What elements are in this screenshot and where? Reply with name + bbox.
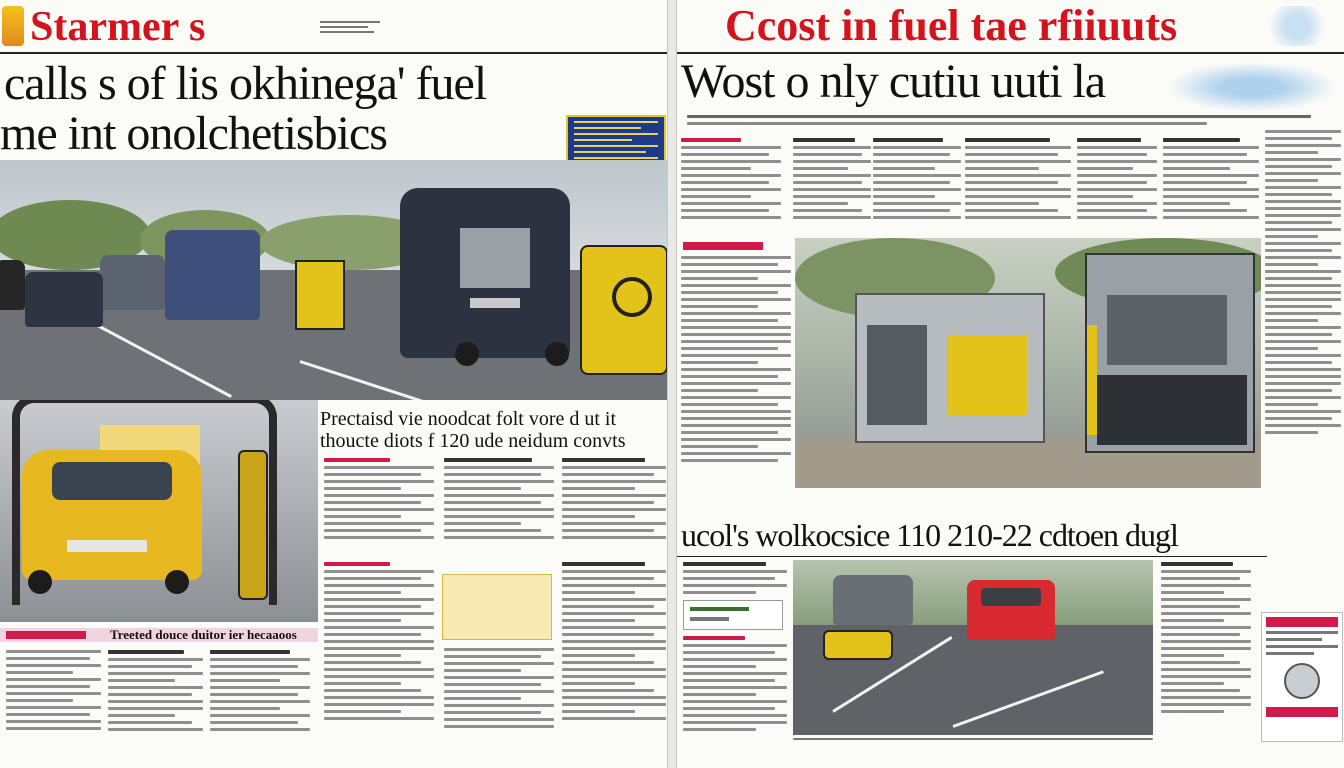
parked-car-icon: [833, 575, 913, 625]
text-column-5: [444, 648, 554, 748]
main-fuel-station-photo: [0, 160, 668, 400]
car-black-icon: [0, 260, 25, 310]
left-headline-line1: calls s of lis okhinega' fuel: [4, 57, 487, 110]
red-car-icon: [967, 580, 1055, 640]
car-dark-icon: [25, 272, 103, 327]
right-text-col-5: [1077, 138, 1157, 238]
yellow-taxi-icon: [22, 450, 202, 580]
left-subhead-line1: Prectaisd vie noodcat folt vore d ut it: [320, 408, 617, 430]
bottom-caption-line: [793, 738, 1153, 748]
right-masthead-rule: [677, 52, 1344, 54]
bottom-text-col-3: [210, 650, 310, 745]
text-column-1: [324, 458, 434, 553]
right-narrow-column: [681, 256, 791, 506]
lower-left-column-2: [683, 636, 787, 746]
right-text-col-4: [965, 138, 1071, 238]
mid-headline-rule: [677, 556, 1267, 557]
right-deck-line: [687, 115, 1337, 133]
van-dark-icon: [400, 188, 570, 358]
car-grey-icon: [100, 255, 165, 310]
station-canopy-icon: [855, 293, 1045, 443]
fuel-nozzle-icon: [1284, 663, 1320, 699]
right-text-col-6: [1163, 138, 1259, 238]
splash-decoration-icon: [1262, 6, 1332, 46]
small-ad-box: [683, 600, 783, 630]
highlight-box: [442, 574, 552, 640]
right-text-col-1: [681, 138, 781, 238]
right-text-col-2: [793, 138, 871, 238]
left-newspaper-page: [0, 0, 668, 768]
taxi-at-pump-photo: [0, 400, 318, 622]
blue-splash-icon: [1167, 62, 1337, 112]
left-masthead: Starmer s: [30, 4, 206, 50]
lower-right-column: [1161, 562, 1251, 742]
left-subhead-line2: thoucte diots f 120 ude neidum convts: [320, 430, 626, 452]
text-column-6: [562, 562, 666, 747]
fuel-station-machines-photo: [795, 238, 1261, 488]
left-headline-line2: me int onolchetisbics: [0, 107, 387, 160]
fuel-pump-large-icon: [580, 245, 668, 375]
right-mid-headline: ucol's wolkocsice 110 210-22 cdtoen dugl: [681, 517, 1178, 553]
fuel-dispenser-icon: [1085, 253, 1255, 453]
bottom-strip-headline: Treeted douce duitor ier hecaaoos: [110, 627, 297, 642]
text-column-4: [324, 562, 434, 747]
right-text-col-3: [873, 138, 961, 238]
right-headline: Wost o nly cutiu uuti la: [681, 55, 1106, 108]
text-column-3: [562, 458, 666, 553]
masthead-logo-icon: [2, 6, 24, 46]
car-blue-icon: [165, 230, 260, 320]
bottom-strip-tag: [6, 631, 86, 639]
right-sidebar-text: [1265, 130, 1341, 490]
right-masthead: Ccost in fuel tae rfiiuuts: [725, 1, 1178, 50]
yellow-barrier-icon: [823, 630, 893, 660]
text-column-2: [444, 458, 554, 553]
road-red-car-photo: [793, 560, 1153, 735]
fuel-pump-icon: [295, 260, 345, 330]
bottom-text-col-2: [108, 650, 203, 745]
lower-left-column: [683, 562, 787, 602]
masthead-rule: [0, 52, 668, 54]
bottom-text-col-1: [6, 650, 101, 745]
masthead-dateline: [320, 18, 380, 40]
pump-hose-icon: [238, 450, 268, 600]
sidebar-ad-box: [1261, 612, 1343, 742]
right-newspaper-page: [676, 0, 1344, 768]
right-pink-tag: [683, 242, 763, 250]
